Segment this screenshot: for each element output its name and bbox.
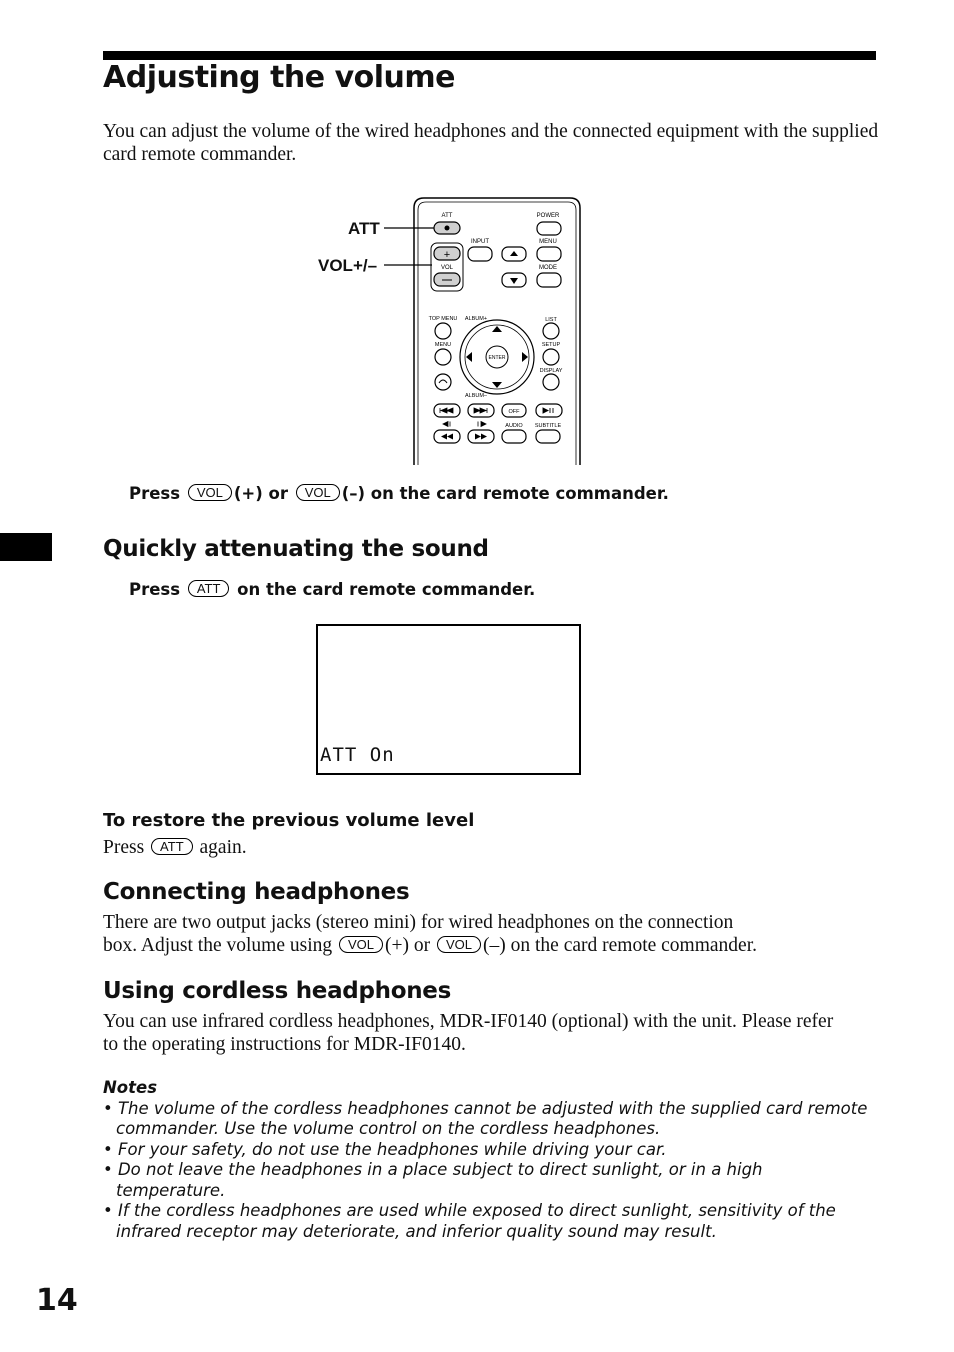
note-item: • For your safety, do not use the headphones while driving your car. bbox=[103, 1139, 667, 1159]
label-enter: ENTER bbox=[488, 355, 506, 361]
list-button bbox=[543, 323, 559, 339]
display-text: ATT On bbox=[320, 744, 395, 766]
label-input: INPUT bbox=[471, 239, 489, 245]
vol-key: VOL bbox=[339, 936, 383, 953]
restore-text: Press ATT again. bbox=[103, 837, 247, 858]
return-button bbox=[435, 374, 451, 390]
callout-vol: VOL+/– bbox=[318, 256, 378, 275]
cordless-text: You can use infrared cordless headphones, MDR-IF0140 (optional) with the unit. Please refer to the operating instructions for MDR-IF0140. bbox=[103, 1011, 834, 1055]
label-display: DISPLAY bbox=[539, 368, 563, 374]
instruction-volume: Press VOL (+) or VOL (–) on the card remote commander. bbox=[129, 484, 669, 503]
input-button bbox=[468, 247, 492, 261]
menu-left-button bbox=[435, 349, 451, 365]
att-key: ATT bbox=[151, 838, 193, 855]
heading-restore: To restore the previous volume level bbox=[103, 810, 475, 831]
subtitle-button bbox=[536, 430, 560, 443]
heading-cordless-headphones: Using cordless headphones bbox=[103, 978, 451, 1004]
label-menu-top: MENU bbox=[539, 239, 557, 245]
setup-button bbox=[543, 349, 559, 365]
note-item: • The volume of the cordless headphones cannot be adjusted with the supplied card remote commander. Use the volume control on the cordless headphones. bbox=[103, 1098, 868, 1138]
callout-att: ATT bbox=[348, 219, 380, 238]
page-number: 14 bbox=[36, 1283, 78, 1318]
label-power: POWER bbox=[536, 213, 560, 219]
label-menu-left: MENU bbox=[434, 342, 452, 348]
vol-key: VOL bbox=[437, 936, 481, 953]
page-title: Adjusting the volume bbox=[103, 60, 455, 95]
display-button bbox=[543, 374, 559, 390]
note-item: • Do not leave the headphones in a place subject to direct sunlight, or in a high temperature. bbox=[103, 1160, 763, 1200]
label-off: OFF bbox=[508, 409, 520, 415]
headphones-text: There are two output jacks (stereo mini) for wired headphones on the connection box. Adjust the volume using VOL (+) or VOL (–) on the card remote commander. bbox=[103, 912, 757, 956]
menu-button bbox=[537, 247, 561, 261]
heading-connecting-headphones: Connecting headphones bbox=[103, 879, 410, 905]
note-item: • If the cordless headphones are used while exposed to direct sunlight, sensitivity of the infrared receptor may deteriorate, and inferior quality sound may result. bbox=[103, 1201, 836, 1241]
notes-block bbox=[103, 1078, 873, 1242]
label-audio: AUDIO bbox=[505, 423, 523, 429]
label-list: LIST bbox=[545, 317, 557, 323]
label-top-menu: TOP MENU bbox=[428, 316, 458, 322]
label-att: ATT bbox=[441, 213, 453, 219]
remote-illustration bbox=[0, 0, 954, 480]
instruction-att: Press ATT on the card remote commander. bbox=[129, 580, 536, 599]
section-tab bbox=[0, 533, 52, 561]
att-key: ATT bbox=[188, 580, 230, 597]
vol-key: VOL bbox=[188, 484, 232, 501]
notes-title: Notes bbox=[103, 1078, 158, 1097]
label-album-plus: ALBUM+ bbox=[464, 316, 488, 322]
top-menu-button bbox=[435, 323, 451, 339]
label-subtitle: SUBTITLE bbox=[534, 423, 562, 429]
mode-button bbox=[537, 273, 561, 287]
label-album-minus: ALBUM– bbox=[464, 393, 488, 399]
heading-attenuate: Quickly attenuating the sound bbox=[103, 536, 489, 562]
label-vol: VOL bbox=[440, 265, 454, 271]
label-setup: SETUP bbox=[541, 342, 561, 348]
intro-text: You can adjust the volume of the wired headphones and the connected equipment with the supplied card remote commander. bbox=[103, 121, 879, 165]
vol-key: VOL bbox=[296, 484, 340, 501]
svg-text:+: + bbox=[443, 249, 451, 261]
power-button bbox=[537, 222, 561, 235]
label-mode: MODE bbox=[539, 265, 557, 271]
audio-button bbox=[502, 430, 526, 443]
